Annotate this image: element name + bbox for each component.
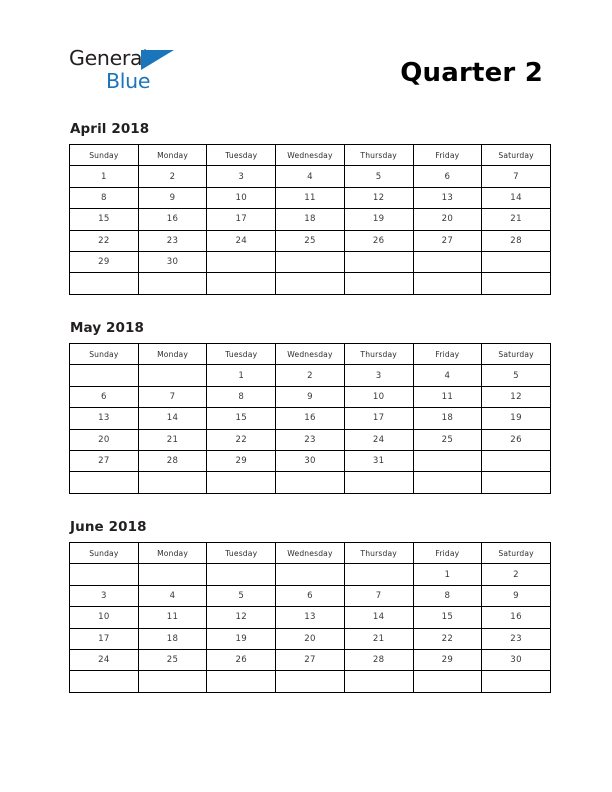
day-cell[interactable] <box>276 671 345 692</box>
day-cell[interactable] <box>138 273 207 294</box>
weekday-header-row <box>70 543 551 564</box>
day-cell[interactable]: 13 <box>70 408 139 429</box>
day-cell[interactable] <box>207 273 276 294</box>
calendar-table-april <box>69 144 551 295</box>
weekday-header-wednesday: Wednesday <box>276 145 345 166</box>
day-cell[interactable] <box>276 564 345 585</box>
day-cell[interactable] <box>276 472 345 493</box>
day-cell[interactable] <box>482 671 551 692</box>
weekday-header-sunday: Sunday <box>70 543 139 564</box>
day-cell[interactable] <box>344 472 413 493</box>
month-title: April 2018 <box>70 121 150 137</box>
weekday-header-monday: Monday <box>138 344 207 365</box>
day-cell[interactable]: 7 <box>138 386 207 407</box>
weekday-header-friday: Friday <box>413 344 482 365</box>
day-cell[interactable]: 12 <box>482 386 551 407</box>
weekday-header-row <box>70 145 551 166</box>
day-cell[interactable]: 10 <box>344 386 413 407</box>
weekday-header-thursday: Thursday <box>344 145 413 166</box>
day-cell[interactable]: 21 <box>482 209 551 230</box>
day-cell[interactable] <box>413 450 482 471</box>
day-cell[interactable]: 5 <box>207 585 276 606</box>
day-cell[interactable]: 22 <box>413 628 482 649</box>
day-cell[interactable]: 30 <box>138 251 207 272</box>
day-cell[interactable]: 9 <box>276 386 345 407</box>
day-cell[interactable]: 19 <box>207 628 276 649</box>
day-cell[interactable] <box>207 671 276 692</box>
week-row <box>70 386 551 407</box>
calendar-table-may <box>69 343 551 494</box>
day-cell[interactable]: 14 <box>344 607 413 628</box>
weekday-header-friday: Friday <box>413 543 482 564</box>
day-cell[interactable]: 4 <box>276 166 345 187</box>
day-cell[interactable]: 15 <box>70 209 139 230</box>
day-cell[interactable]: 30 <box>482 649 551 670</box>
day-cell[interactable]: 7 <box>482 166 551 187</box>
day-cell[interactable] <box>413 273 482 294</box>
day-cell[interactable] <box>138 472 207 493</box>
week-row <box>70 649 551 670</box>
day-cell[interactable]: 20 <box>413 209 482 230</box>
day-cell[interactable]: 25 <box>138 649 207 670</box>
day-cell[interactable]: 8 <box>413 585 482 606</box>
day-cell[interactable]: 11 <box>138 607 207 628</box>
day-cell[interactable]: 29 <box>207 450 276 471</box>
day-cell[interactable]: 8 <box>207 386 276 407</box>
logo-text-general: General <box>69 46 148 70</box>
day-cell[interactable] <box>344 273 413 294</box>
weekday-header-sunday: Sunday <box>70 344 139 365</box>
day-cell[interactable]: 27 <box>276 649 345 670</box>
week-row <box>70 251 551 272</box>
day-cell[interactable]: 20 <box>276 628 345 649</box>
day-cell[interactable] <box>207 251 276 272</box>
day-cell[interactable]: 10 <box>70 607 139 628</box>
day-cell[interactable] <box>413 671 482 692</box>
day-cell[interactable]: 4 <box>138 585 207 606</box>
day-cell[interactable]: 14 <box>482 187 551 208</box>
month-title: May 2018 <box>70 320 145 336</box>
weekday-header-tuesday: Tuesday <box>207 543 276 564</box>
day-cell[interactable]: 21 <box>344 628 413 649</box>
day-cell[interactable]: 15 <box>413 607 482 628</box>
month-block-april <box>69 121 543 295</box>
day-cell[interactable]: 29 <box>70 251 139 272</box>
day-cell[interactable]: 16 <box>138 209 207 230</box>
general-blue-logo <box>69 46 249 98</box>
day-cell[interactable]: 14 <box>138 408 207 429</box>
week-row <box>70 564 551 585</box>
day-cell[interactable]: 1 <box>413 564 482 585</box>
day-cell[interactable]: 2 <box>482 564 551 585</box>
day-cell[interactable]: 28 <box>344 649 413 670</box>
day-cell[interactable]: 18 <box>138 628 207 649</box>
day-cell[interactable] <box>482 450 551 471</box>
day-cell[interactable] <box>207 472 276 493</box>
day-cell[interactable]: 10 <box>207 187 276 208</box>
day-cell[interactable]: 24 <box>207 230 276 251</box>
day-cell[interactable]: 18 <box>276 209 345 230</box>
week-row <box>70 585 551 606</box>
day-cell[interactable]: 13 <box>413 187 482 208</box>
calendar-table-june <box>69 542 551 693</box>
day-cell[interactable]: 11 <box>413 386 482 407</box>
day-cell[interactable] <box>276 273 345 294</box>
day-cell[interactable]: 3 <box>344 365 413 386</box>
day-cell[interactable] <box>138 671 207 692</box>
day-cell[interactable]: 28 <box>138 450 207 471</box>
day-cell[interactable]: 22 <box>207 429 276 450</box>
day-cell[interactable] <box>138 564 207 585</box>
day-cell[interactable]: 2 <box>276 365 345 386</box>
day-cell[interactable] <box>482 273 551 294</box>
day-cell[interactable]: 24 <box>344 429 413 450</box>
weekday-header-saturday: Saturday <box>482 145 551 166</box>
day-cell[interactable] <box>344 671 413 692</box>
day-cell[interactable]: 8 <box>70 187 139 208</box>
blue-triangle-icon <box>141 50 174 70</box>
day-cell[interactable] <box>482 472 551 493</box>
day-cell[interactable]: 25 <box>276 230 345 251</box>
week-row <box>70 671 551 692</box>
week-row <box>70 607 551 628</box>
day-cell[interactable]: 27 <box>413 230 482 251</box>
month-block-may <box>69 320 543 494</box>
week-row <box>70 365 551 386</box>
day-cell[interactable]: 31 <box>344 450 413 471</box>
day-cell[interactable]: 6 <box>70 386 139 407</box>
day-cell[interactable]: 3 <box>207 166 276 187</box>
day-cell[interactable] <box>70 472 139 493</box>
week-row <box>70 429 551 450</box>
weekday-header-sunday: Sunday <box>70 145 139 166</box>
weekday-header-wednesday: Wednesday <box>276 543 345 564</box>
day-cell[interactable] <box>482 251 551 272</box>
week-row <box>70 450 551 471</box>
month-block-june <box>69 519 543 693</box>
logo-text-blue: Blue <box>106 69 151 93</box>
day-cell[interactable]: 25 <box>413 429 482 450</box>
day-cell[interactable]: 9 <box>482 585 551 606</box>
day-cell[interactable] <box>207 564 276 585</box>
weekday-header-tuesday: Tuesday <box>207 145 276 166</box>
month-title: June 2018 <box>70 519 147 535</box>
day-cell[interactable]: 21 <box>138 429 207 450</box>
week-row <box>70 472 551 493</box>
weekday-header-thursday: Thursday <box>344 344 413 365</box>
day-cell[interactable]: 19 <box>482 408 551 429</box>
weekday-header-wednesday: Wednesday <box>276 344 345 365</box>
week-row <box>70 230 551 251</box>
day-cell[interactable]: 26 <box>482 429 551 450</box>
day-cell[interactable]: 27 <box>70 450 139 471</box>
day-cell[interactable]: 26 <box>207 649 276 670</box>
day-cell[interactable]: 3 <box>70 585 139 606</box>
page-header <box>69 46 543 102</box>
week-row <box>70 166 551 187</box>
day-cell[interactable]: 2 <box>138 166 207 187</box>
week-row <box>70 628 551 649</box>
day-cell[interactable]: 26 <box>344 230 413 251</box>
day-cell[interactable]: 30 <box>276 450 345 471</box>
day-cell[interactable]: 23 <box>482 628 551 649</box>
day-cell[interactable]: 1 <box>207 365 276 386</box>
day-cell[interactable]: 1 <box>70 166 139 187</box>
day-cell[interactable]: 7 <box>344 585 413 606</box>
day-cell[interactable]: 15 <box>207 408 276 429</box>
day-cell[interactable]: 5 <box>344 166 413 187</box>
day-cell[interactable]: 12 <box>344 187 413 208</box>
weekday-header-saturday: Saturday <box>482 543 551 564</box>
weekday-header-row <box>70 344 551 365</box>
day-cell[interactable] <box>70 273 139 294</box>
day-cell[interactable] <box>70 365 139 386</box>
weekday-header-saturday: Saturday <box>482 344 551 365</box>
day-cell[interactable]: 17 <box>70 628 139 649</box>
day-cell[interactable]: 4 <box>413 365 482 386</box>
day-cell[interactable]: 5 <box>482 365 551 386</box>
day-cell[interactable]: 23 <box>138 230 207 251</box>
day-cell[interactable]: 20 <box>70 429 139 450</box>
day-cell[interactable] <box>413 472 482 493</box>
day-cell[interactable]: 22 <box>70 230 139 251</box>
week-row <box>70 187 551 208</box>
day-cell[interactable]: 28 <box>482 230 551 251</box>
day-cell[interactable] <box>276 251 345 272</box>
day-cell[interactable]: 9 <box>138 187 207 208</box>
day-cell[interactable]: 6 <box>413 166 482 187</box>
day-cell[interactable] <box>138 365 207 386</box>
day-cell[interactable]: 17 <box>207 209 276 230</box>
day-cell[interactable]: 19 <box>344 209 413 230</box>
page-title: Quarter 2 <box>400 58 543 88</box>
weekday-header-monday: Monday <box>138 543 207 564</box>
day-cell[interactable]: 29 <box>413 649 482 670</box>
day-cell[interactable]: 11 <box>276 187 345 208</box>
week-row <box>70 209 551 230</box>
day-cell[interactable] <box>344 564 413 585</box>
day-cell[interactable]: 24 <box>70 649 139 670</box>
week-row <box>70 408 551 429</box>
day-cell[interactable] <box>413 251 482 272</box>
day-cell[interactable]: 16 <box>276 408 345 429</box>
day-cell[interactable] <box>70 671 139 692</box>
day-cell[interactable]: 13 <box>276 607 345 628</box>
week-row <box>70 273 551 294</box>
day-cell[interactable] <box>344 251 413 272</box>
day-cell[interactable]: 6 <box>276 585 345 606</box>
weekday-header-tuesday: Tuesday <box>207 344 276 365</box>
weekday-header-monday: Monday <box>138 145 207 166</box>
weekday-header-thursday: Thursday <box>344 543 413 564</box>
day-cell[interactable]: 16 <box>482 607 551 628</box>
day-cell[interactable]: 17 <box>344 408 413 429</box>
day-cell[interactable]: 12 <box>207 607 276 628</box>
weekday-header-friday: Friday <box>413 145 482 166</box>
day-cell[interactable]: 23 <box>276 429 345 450</box>
day-cell[interactable] <box>70 564 139 585</box>
day-cell[interactable]: 18 <box>413 408 482 429</box>
